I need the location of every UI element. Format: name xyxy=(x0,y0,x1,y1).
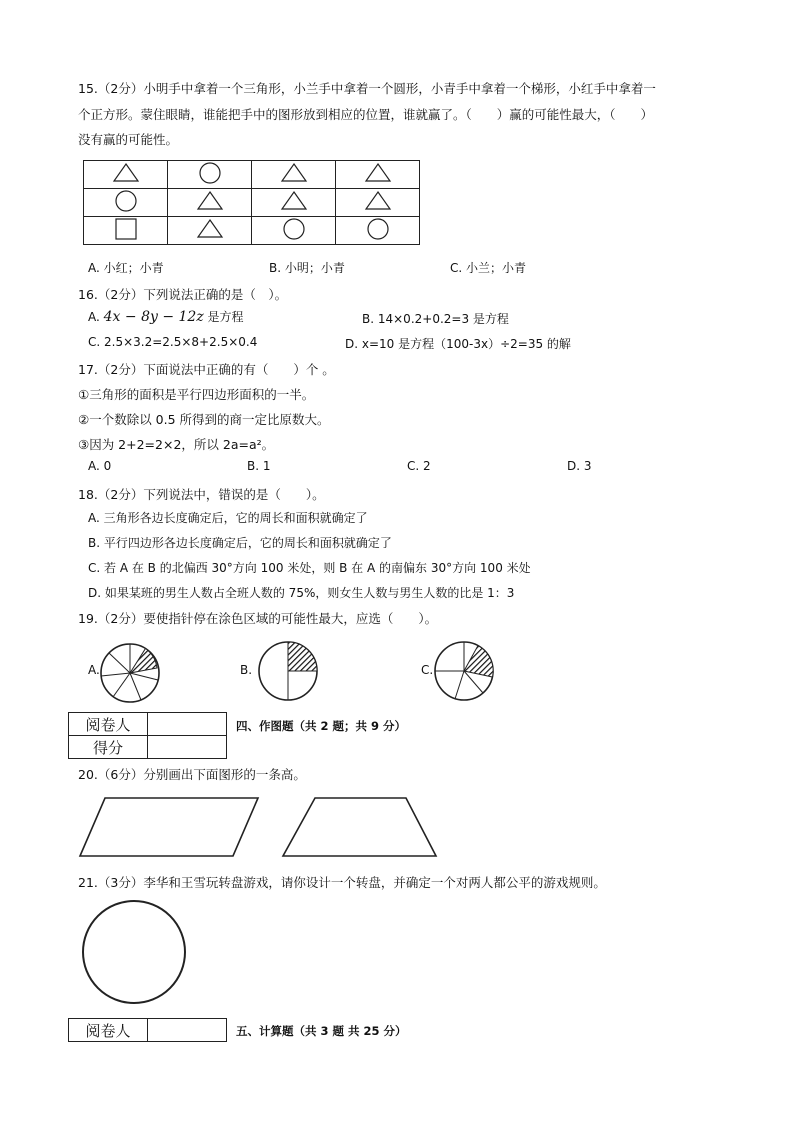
trapezoid-figure xyxy=(283,798,436,856)
q18-option-c[interactable]: C. 若 A 在 B 的北偏西 30°方向 100 米处，则 B 在 A 的南偏东 30°方向 100 米处 xyxy=(88,561,531,575)
shape-grid-row xyxy=(84,161,420,189)
q15-line2: 个正方形。蒙住眼睛，谁能把手中的图形放到相应的位置，谁就赢了。（ ）赢的可能性最大，（ ） xyxy=(78,107,654,122)
q20-figures xyxy=(75,793,455,863)
q19-label-a[interactable]: A. xyxy=(88,663,100,677)
grader-label: 阅卷人 xyxy=(69,713,148,736)
grader-box-section-4 xyxy=(68,712,227,759)
q19-label-c[interactable]: C. xyxy=(421,663,434,677)
q15-line1: 15.（2分）小明手中拿着一个三角形，小兰手中拿着一个圆形，小青手中拿着一个梯形，小红手中拿着一 xyxy=(78,81,656,96)
q19-spinner-b[interactable] xyxy=(257,640,321,704)
shape-grid-row xyxy=(84,217,420,245)
parallelogram-figure xyxy=(80,798,258,856)
q18-option-b[interactable]: B. 平行四边形各边长度确定后，它的周长和面积就确定了 xyxy=(88,536,392,550)
q16-option-a[interactable] xyxy=(88,308,244,325)
triangle-icon xyxy=(363,161,393,185)
q15-option-a[interactable]: A. 小红；小青 xyxy=(88,261,164,275)
q21-blank-spinner-circle[interactable] xyxy=(80,898,190,1008)
shape-cell[interactable] xyxy=(336,217,420,245)
score-label: 得分 xyxy=(69,736,148,759)
q18-option-a[interactable]: A. 三角形各边长度确定后，它的周长和面积就确定了 xyxy=(88,511,368,525)
q19-spinner-c[interactable] xyxy=(433,640,497,704)
grader-label: 阅卷人 xyxy=(69,1019,148,1042)
q16-stem: 16.（2分）下列说法正确的是（ ）。 xyxy=(78,287,288,302)
circle-icon xyxy=(279,217,309,241)
shape-grid-row xyxy=(84,189,420,217)
q16-option-c[interactable]: C. 2.5×3.2=2.5×8+2.5×0.4 xyxy=(88,335,258,349)
shape-cell[interactable] xyxy=(252,189,336,217)
q18-stem: 18.（2分）下列说法中，错误的是（ ）。 xyxy=(78,487,325,502)
q20-stem: 20.（6分）分别画出下面图形的一条高。 xyxy=(78,767,306,782)
triangle-icon xyxy=(195,217,225,241)
shape-cell[interactable] xyxy=(336,189,420,217)
q15-option-c[interactable]: C. 小兰；小青 xyxy=(450,261,527,275)
shape-cell[interactable] xyxy=(84,189,168,217)
q17-statement-1: ①三角形的面积是平行四边形面积的一半。 xyxy=(78,387,315,402)
shape-cell[interactable] xyxy=(168,217,252,245)
triangle-icon xyxy=(195,189,225,213)
shape-cell[interactable] xyxy=(252,217,336,245)
triangle-icon xyxy=(363,189,393,213)
q17-option-d[interactable]: D. 3 xyxy=(567,459,592,473)
q17-statement-2: ②一个数除以 0.5 所得到的商一定比原数大。 xyxy=(78,412,330,427)
triangle-icon xyxy=(279,161,309,185)
score-blank[interactable] xyxy=(148,736,227,759)
q15-shape-grid xyxy=(83,160,420,245)
q17-option-c[interactable]: C. 2 xyxy=(407,459,431,473)
triangle-icon xyxy=(279,189,309,213)
shape-cell[interactable] xyxy=(336,161,420,189)
q15-option-b[interactable]: B. 小明；小青 xyxy=(269,261,345,275)
shape-cell[interactable] xyxy=(84,217,168,245)
q16-option-d[interactable]: D. x=10 是方程（100-3x）÷2=35 的解 xyxy=(345,337,571,351)
grader-blank[interactable] xyxy=(148,1019,227,1042)
triangle-icon xyxy=(111,161,141,185)
q16-option-b[interactable]: B. 14×0.2+0.2=3 是方程 xyxy=(362,312,509,326)
q17-option-b[interactable]: B. 1 xyxy=(247,459,271,473)
section-5-heading: 五、计算题（共 3 题 共 25 分） xyxy=(236,1024,407,1038)
q18-option-d[interactable]: D. 如果某班的男生人数占全班人数的 75%，则女生人数与男生人数的比是 1：3 xyxy=(88,586,515,600)
shape-cell[interactable] xyxy=(168,161,252,189)
circle-icon xyxy=(195,161,225,185)
circle-icon xyxy=(363,217,393,241)
q16-option-a-prefix: A. xyxy=(88,310,104,324)
shape-cell[interactable] xyxy=(84,161,168,189)
shape-cell[interactable] xyxy=(168,189,252,217)
section-4-heading: 四、作图题（共 2 题；共 9 分） xyxy=(236,719,407,733)
q16-option-a-suffix: 是方程 xyxy=(203,310,244,324)
circle-icon xyxy=(111,189,141,213)
q19-label-b[interactable]: B. xyxy=(240,663,253,677)
square-icon xyxy=(111,217,141,241)
q17-statement-3: ③因为 2+2=2×2，所以 2a=a²。 xyxy=(78,437,275,452)
grader-box-section-5 xyxy=(68,1018,227,1042)
q19-stem: 19.（2分）要使指针停在涂色区域的可能性最大，应选（ ）。 xyxy=(78,611,438,626)
q15-line3: 没有赢的可能性。 xyxy=(78,132,179,147)
q17-stem: 17.（2分）下面说法中正确的有（ ）个 。 xyxy=(78,362,335,377)
q19-spinner-a[interactable] xyxy=(99,642,163,704)
grader-blank[interactable] xyxy=(148,713,227,736)
q17-option-a[interactable]: A. 0 xyxy=(88,459,112,473)
q21-stem: 21.（3分）李华和王雪玩转盘游戏，请你设计一个转盘，并确定一个对两人都公平的游戏规则。 xyxy=(78,875,606,890)
shape-cell[interactable] xyxy=(252,161,336,189)
q16-option-a-expression: 4x − 8y − 12z xyxy=(103,309,204,325)
